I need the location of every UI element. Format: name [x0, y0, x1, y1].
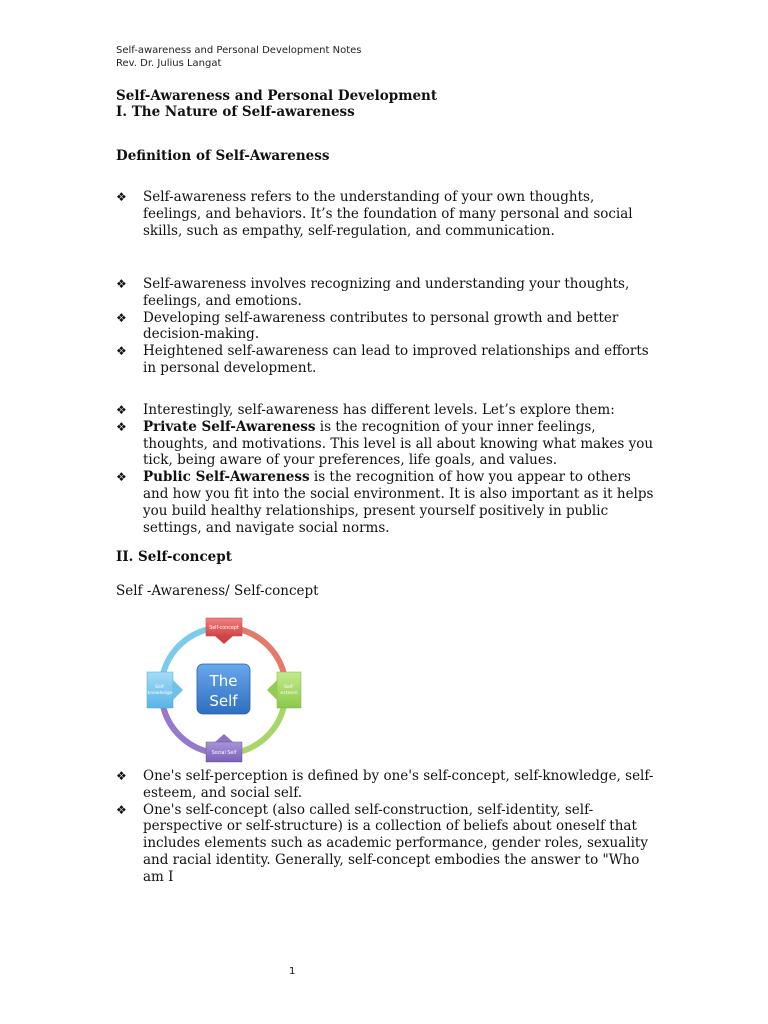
- self-knowledge-label-1: Self-: [154, 685, 166, 690]
- center-label-self: Self: [209, 692, 238, 710]
- bullet-list-levels: [116, 402, 656, 536]
- list-item: ❖ Developing self-awareness contributes to personal growth and better decision-making.: [116, 309, 619, 343]
- list-item: ❖ Self-awareness involves recognizing and understanding your thoughts, feelings, and emotions.: [116, 276, 630, 309]
- diamond-star-bullet-icon: ❖: [116, 802, 127, 817]
- social-self-label: Social Self: [211, 751, 237, 756]
- section-2-heading: II. Self-concept: [116, 549, 232, 565]
- self-esteem-label-2: esteem: [280, 691, 298, 696]
- self-knowledge-label-2: knowledge: [147, 691, 173, 696]
- the-self-center-box: [197, 664, 250, 714]
- bullet-list-self-concept: [116, 768, 656, 886]
- page-number: 1: [289, 966, 296, 977]
- list-item: ❖ Self-awareness refers to the understanding of your own thoughts, feelings, and behaviors. It’s the foundation of many personal and social skills, such as empathy, self-regulation, and communication.: [116, 189, 633, 239]
- bullet-list-recognition: [116, 276, 656, 377]
- self-cycle-diagram: [143, 614, 305, 766]
- diamond-star-bullet-icon: ❖: [116, 277, 127, 291]
- self-knowledge-arrow: [147, 672, 183, 708]
- diamond-star-bullet-icon: ❖: [116, 403, 127, 417]
- diamond-star-bullet-icon: ❖: [116, 310, 127, 325]
- list-item: ❖ One's self-perception is defined by one's self-concept, self-knowledge, self-esteem, and social self.: [116, 768, 654, 801]
- center-label-the: The: [209, 672, 238, 690]
- diamond-star-bullet-icon: ❖: [116, 344, 127, 359]
- diamond-star-bullet-icon: ❖: [116, 470, 127, 485]
- diamond-star-bullet-icon: ❖: [116, 419, 127, 434]
- public-self-awareness-term: Public Self-Awareness: [143, 469, 310, 486]
- list-item: ❖ Interestingly, self-awareness has different levels. Let’s explore them:: [116, 402, 615, 418]
- list-item: ❖ Private Self-Awareness is the recognition of your inner feelings, thoughts, and motivations. This level is all about knowing what makes you tick, being aware of your preferences, life goals, and values.: [116, 418, 654, 469]
- diamond-star-bullet-icon: ❖: [116, 190, 127, 204]
- header-title: Self-awareness and Personal Development Notes: [116, 45, 362, 56]
- diagram-caption: Self -Awareness/ Self-concept: [116, 583, 319, 599]
- list-item: ❖ Public Self-Awareness is the recognition of how you appear to others and how you fit into the social environment. It is also important as it helps you build healthy relationships, present yourself positively in public settings, and navigate social norms.: [116, 469, 654, 536]
- self-concept-arrow: [206, 618, 242, 644]
- diamond-star-bullet-icon: ❖: [116, 769, 127, 783]
- bullet-list-definition: [116, 189, 656, 239]
- page-header: [116, 44, 362, 70]
- list-item: ❖ One's self-concept (also called self-construction, self-identity, self-perspective or self-structure) is a collection of beliefs about oneself that includes elements such as academic performance, gender roles, sexuality and racial identity. Generally, self-concept embodies the answer to "Who am I: [116, 801, 648, 885]
- self-esteem-label-1: Self-: [283, 685, 295, 690]
- section-1-title: I. The Nature of Self-awareness: [116, 104, 355, 120]
- self-concept-label: Self-concept: [209, 626, 239, 631]
- definition-heading: Definition of Self-Awareness: [116, 148, 330, 164]
- header-author: Rev. Dr. Julius Langat: [116, 58, 222, 69]
- document-title: [116, 88, 437, 120]
- list-item: ❖ Heightened self-awareness can lead to improved relationships and efforts in personal development.: [116, 343, 649, 376]
- self-esteem-arrow: [267, 672, 301, 708]
- main-title: Self-Awareness and Personal Development: [116, 88, 438, 104]
- private-self-awareness-term: Private Self-Awareness: [143, 418, 316, 435]
- social-self-arrow: [206, 734, 242, 762]
